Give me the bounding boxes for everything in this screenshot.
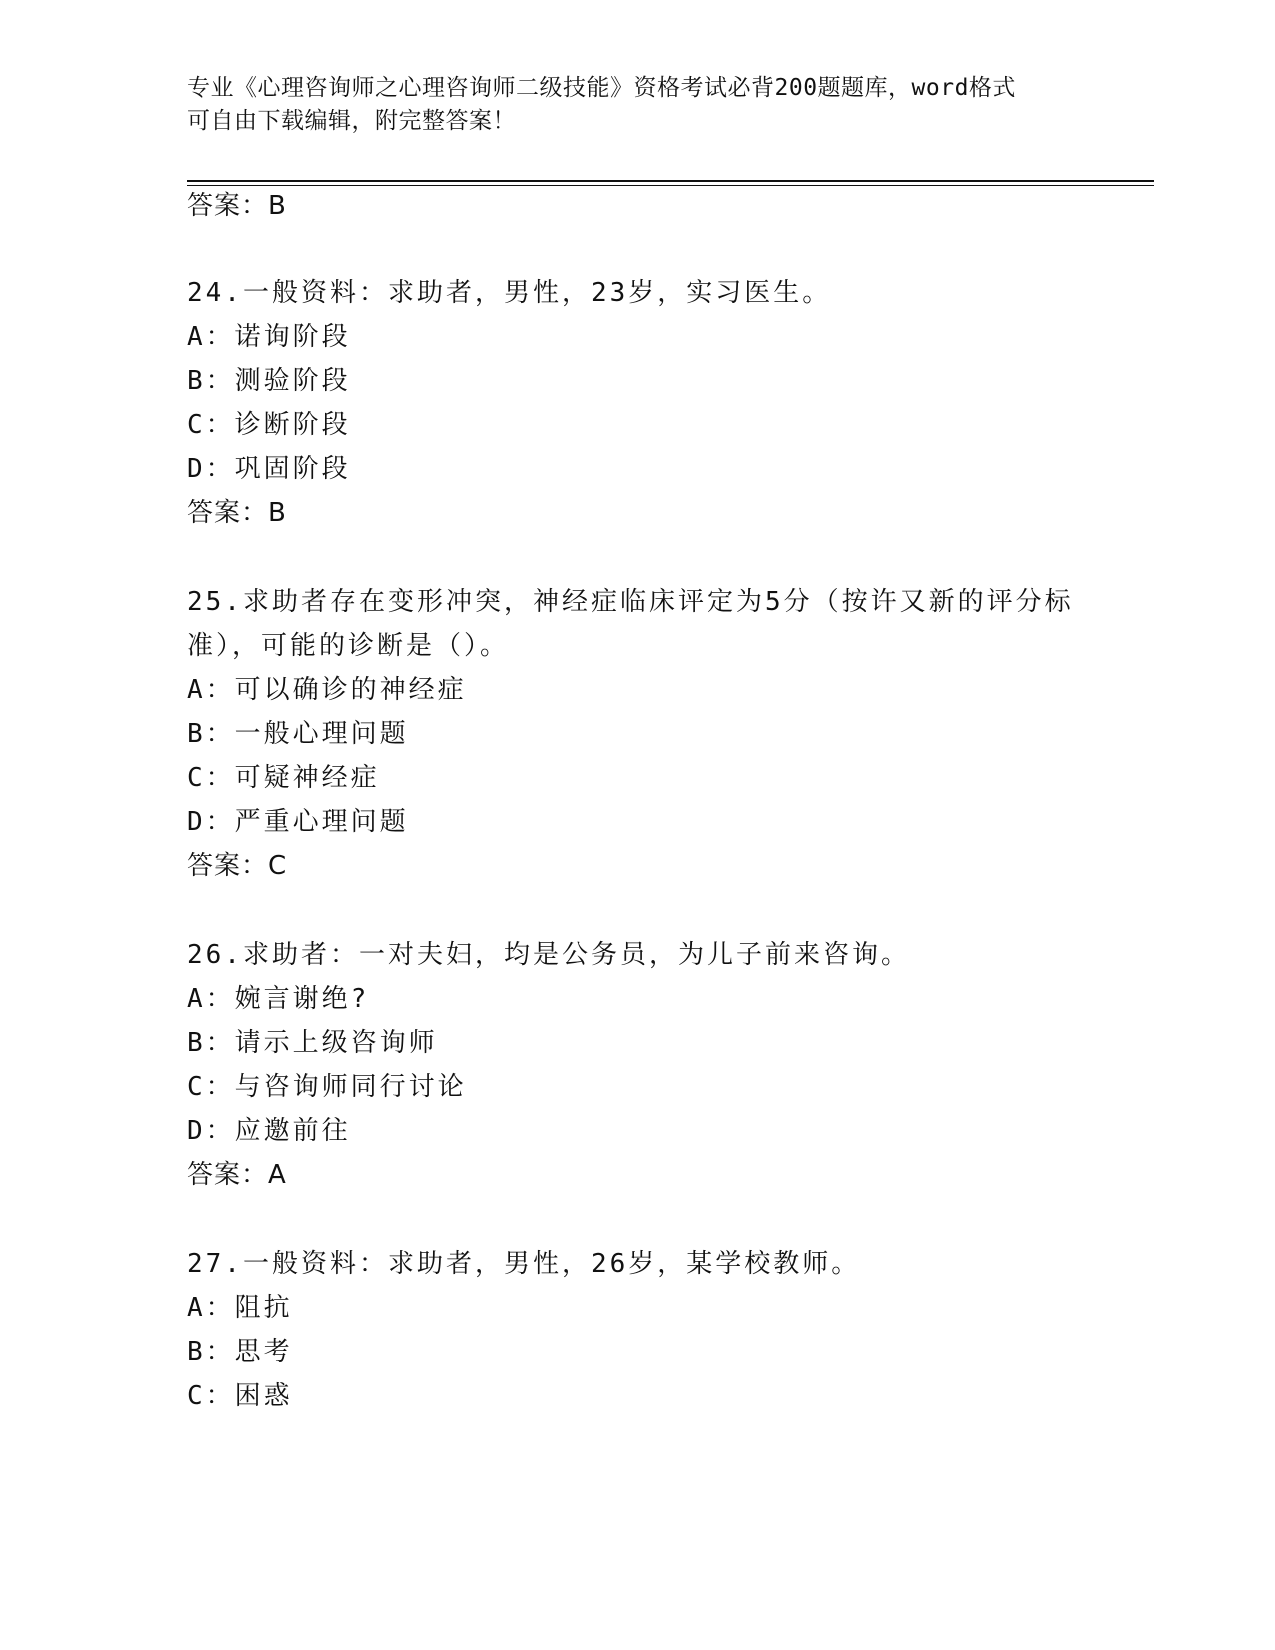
header-divider-thick [187, 180, 1154, 182]
question-24-stem: 24.一般资料：求助者，男性，23岁，实习医生。 [187, 278, 832, 308]
question-25-option-d: D：严重心理问题 [187, 807, 409, 837]
answer-23: 答案：B [187, 191, 287, 221]
header-divider-thin [187, 185, 1154, 186]
question-26-answer: 答案：A [187, 1160, 287, 1190]
question-25-option-a: A：可以确诊的神经症 [187, 675, 467, 705]
question-26-option-d: D：应邀前往 [187, 1116, 351, 1146]
question-27-option-b: B：思考 [187, 1337, 293, 1367]
question-24-option-c: C：诊断阶段 [187, 410, 351, 440]
question-24-answer: 答案：B [187, 498, 287, 528]
question-27-option-c: C：困惑 [187, 1381, 293, 1411]
header-line-2: 可自由下载编辑，附完整答案！ [187, 108, 516, 134]
question-26-option-b: B：请示上级咨询师 [187, 1028, 438, 1058]
question-26-stem: 26.求助者：一对夫妇，均是公务员，为儿子前来咨询。 [187, 940, 910, 970]
header-line-1: 专业《心理咨询师之心理咨询师二级技能》资格考试必背200题题库，word格式 [187, 75, 1016, 101]
question-26-option-a: A：婉言谢绝? [187, 984, 370, 1014]
question-25-stem-line-2: 准），可能的诊断是（）。 [187, 631, 510, 661]
question-24-option-b: B：测验阶段 [187, 366, 351, 396]
question-25-option-b: B：一般心理问题 [187, 719, 409, 749]
question-27-stem: 27.一般资料：求助者，男性，26岁，某学校教师。 [187, 1249, 861, 1279]
question-25-answer: 答案：C [187, 851, 288, 881]
question-25-option-c: C：可疑神经症 [187, 763, 380, 793]
question-24-option-a: A：诺询阶段 [187, 322, 351, 352]
question-25-stem-line-1: 25.求助者存在变形冲突，神经症临床评定为5分（按许又新的评分标 [187, 587, 1074, 617]
page-header [187, 72, 1087, 138]
question-24-option-d: D：巩固阶段 [187, 454, 351, 484]
question-27-option-a: A：阻抗 [187, 1293, 293, 1323]
question-26-option-c: C：与咨询师同行讨论 [187, 1072, 467, 1102]
